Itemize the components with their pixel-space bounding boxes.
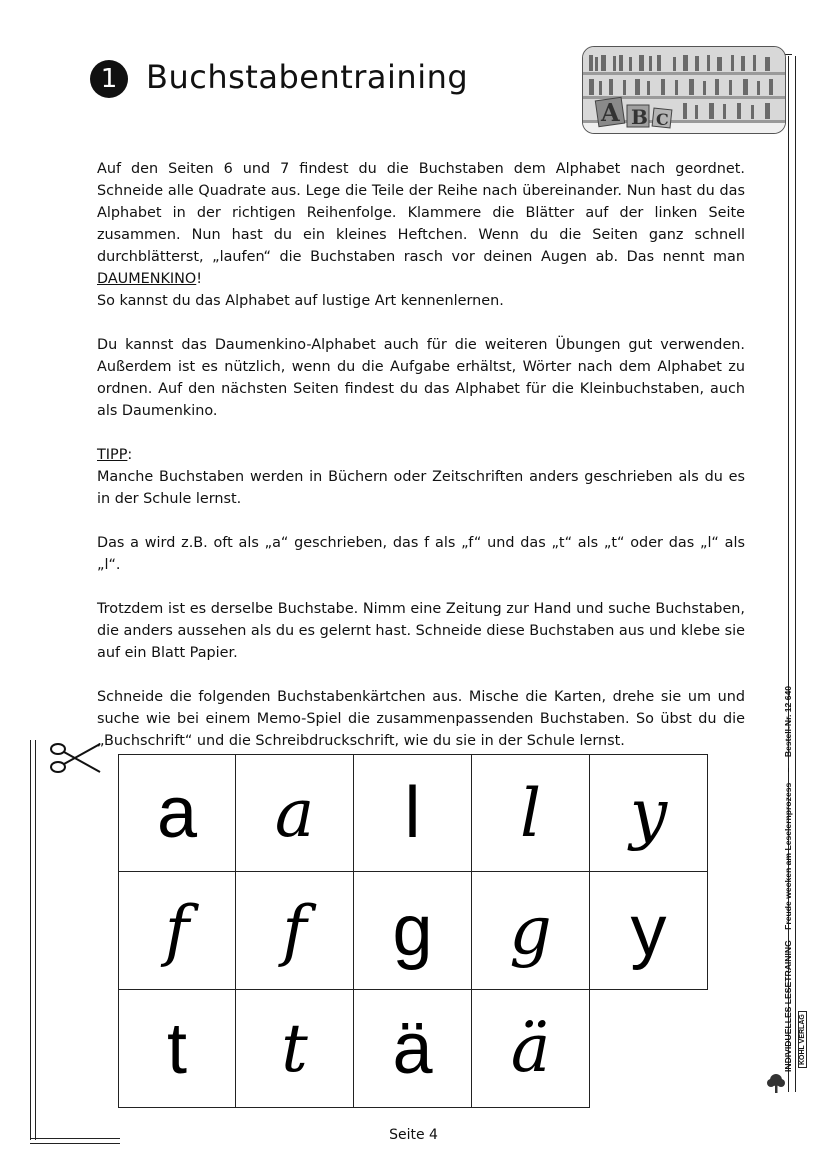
letter-card[interactable]: g [354,872,472,990]
bookshelf-banner-image [582,46,786,134]
letter-card[interactable]: l [472,754,590,872]
letter-card[interactable]: a [118,754,236,872]
paragraph-memo-spiel: Schneide die folgenden Buchstabenkärtchen aus. Mische die Karten, drehe sie um und suche wie bei einem Memo-Spiel die zusammenpassenden Buchstaben. So übst du die „Buchschrift“ und die Schreibdruckschrift, wie du sie in der Schule lernst. [97,689,745,749]
paragraph-weitere-uebungen: Du kannst das Daumenkino-Alphabet auch für die weiteren Übungen gut verwenden. Außerdem ist es nützlich, wenn du die Aufgabe erhältst, Wörter nach dem Alphabet zu ordnen. Auf den nächsten Seiten findest du das Alphabet für die Kleinbuchstaben, auch als Daumenkino. [97,337,745,419]
letter-card[interactable]: f [236,872,354,990]
tree-logo-icon [766,1072,786,1094]
letter-card[interactable]: l [354,754,472,872]
paragraph-daumenkino: Auf den Seiten 6 und 7 findest du die Buchstaben dem Alphabet nach geordnet. Schneide alle Quadrate aus. Lege die Teile der Reihe nach übereinander. Nun hast du das Alphabet in der richtigen Reihenfolge. Klammere die Blätter auf der linken Seite zusammen. Nun hast du ein kleines Heftchen. Wenn du die Seiten ganz schnell durchblätterst, „laufen“ die Buchstaben rasch vor deinen Augen ab. Das nennt man DAUMENKINO! [97,161,745,287]
paragraph-lustige-art: So kannst du das Alphabet auf lustige Art kennenlernen. [97,293,504,309]
frame-line-left [30,740,36,1140]
letter-cards-grid [118,754,708,1108]
letter-card[interactable]: a [236,754,354,872]
paragraph-tipp: Manche Buchstaben werden in Büchern oder Zeitschriften anders geschrieben als du es in der Schule lernst. [97,469,745,507]
page-title: Buchstabentraining [146,58,469,96]
banner-letter-c: C [656,110,669,129]
scissors-icon [48,738,102,778]
term-daumenkino: DAUMENKINO [97,271,197,287]
banner-letter-a: A [601,98,620,127]
letter-card[interactable]: t [236,990,354,1108]
letter-card[interactable]: g [472,872,590,990]
page-number: Seite 4 [389,1127,438,1143]
empty-card-slot [590,990,708,1108]
letter-card[interactable]: y [590,872,708,990]
letter-card[interactable]: ä [354,990,472,1108]
publisher-logo-text: KOHL VERLAG [798,1011,807,1068]
letter-card[interactable]: t [118,990,236,1108]
letter-card[interactable]: f [118,872,236,990]
tipp-heading: TIPP: [97,447,133,463]
bookshelf-illustration [583,47,785,133]
letter-card[interactable]: ä [472,990,590,1108]
exercise-number-badge: 1 [90,60,128,98]
side-imprint: INDIVIDUELLES LESETRAINING Freude wecken am Leselernprozess – Bestell-Nr. 12 640 [783,685,793,1072]
paragraph-beispiele: Das a wird z.B. oft als „a“ geschrieben, das f als „f“ und das „t“ als „t“ oder das „l“ als „l“. [97,535,745,573]
banner-letter-b: B [631,105,648,129]
letter-card[interactable]: y [590,754,708,872]
paragraph-zeitung: Trotzdem ist es derselbe Buchstabe. Nimm eine Zeitung zur Hand und suche Buchstaben, die anders aussehen als du es gelernt hast. Schneide diese Buchstaben aus und klebe sie auf ein Blatt Papier. [97,601,745,661]
instructions-text [97,158,745,774]
